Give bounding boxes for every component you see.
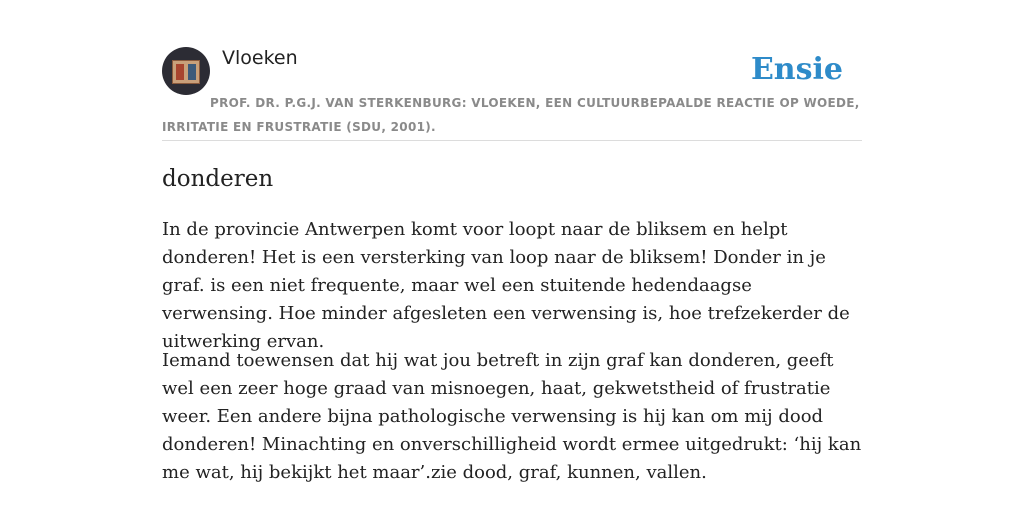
- dictionary-header: [162, 46, 862, 141]
- brand-logo[interactable]: Ensie: [750, 52, 843, 87]
- dictionary-title[interactable]: Vloeken: [222, 47, 298, 69]
- book-cover-icon: [172, 60, 200, 84]
- dictionary-avatar[interactable]: [162, 47, 210, 95]
- entry-paragraph-2: Iemand toewensen dat hij wat jou betreft in zijn graf kan donderen, geeft wel een zeer hoge graad van misnoegen, haat, gekwetstheid of frustratie weer. Een andere bijna pathologische verwensing is hij kan om mij dood donderen! Minachting en onverschilligheid wordt ermee uitgedrukt: ‘hij kan me wat, hij bekijkt het maar’.zie dood, graf, kunnen, vallen.: [162, 350, 862, 483]
- entry-paragraph-1: In de provincie Antwerpen komt voor loopt naar de bliksem en helpt donderen! Het is een versterking van loop naar de bliksem! Donder in je graf. is een niet frequente, maar wel een stuitende hedendaagse verwensing. Hoe minder afgesleten een verwensing is, hoe trefzekerder de uitwerking ervan.: [162, 219, 850, 352]
- entry-term: donderen: [162, 166, 274, 192]
- source-citation: PROF. DR. P.G.J. VAN STERKENBURG: VLOEKEN, EEN CULTUURBEPAALDE REACTIE OP WOEDE, IRRITATIE EN FRUSTRATIE (SDU, 2001).: [162, 96, 860, 134]
